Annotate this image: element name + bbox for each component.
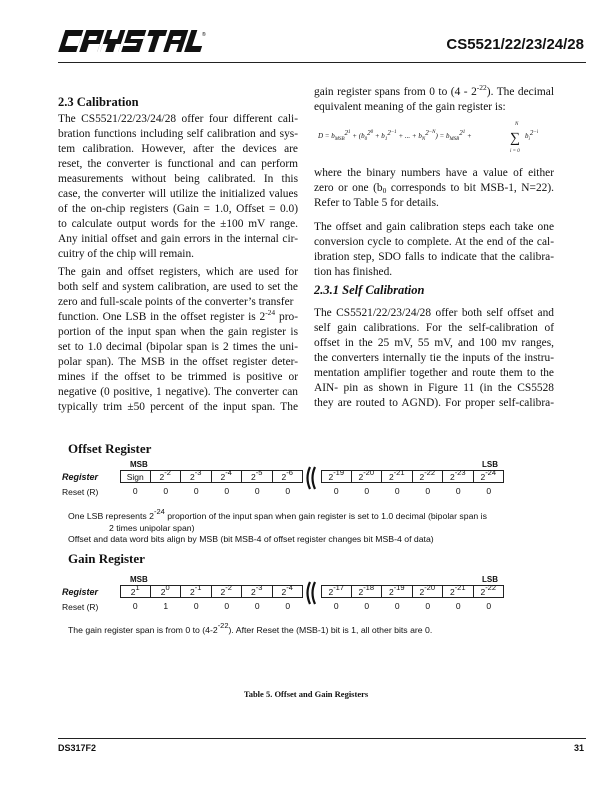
- reset-row-label: Reset (R): [62, 602, 99, 612]
- text-line: self gain calibrations. For the self-calibration of: [314, 322, 554, 334]
- text-line: The gain and offset registers, which are used for: [58, 266, 298, 278]
- text-line: bration functions including self calibration and sys-: [58, 128, 298, 140]
- register-note: One LSB represents $2^{-24}$ proportion of the input span when gain register is set to 1.0 decimal (bipolar span is: [68, 507, 487, 521]
- exponent: -22: [217, 621, 229, 630]
- reset-value: 0: [394, 601, 400, 611]
- offset-register-table: [62, 460, 542, 502]
- reset-value: 0: [333, 486, 339, 496]
- reset-value: 0: [364, 601, 370, 611]
- register-bit-cell: $2^{-22}$: [474, 585, 505, 598]
- svg-text:bi2−i: $b_i2^{-i}$: [525, 129, 539, 142]
- break-symbol-icon: [304, 581, 320, 605]
- register-bit-cell: $2^{-23}$: [443, 470, 474, 483]
- text-line: tion has finished.: [314, 266, 393, 278]
- reset-value: 0: [455, 486, 461, 496]
- exponent: -2: [225, 583, 232, 592]
- reset-row-label: Reset (R): [62, 487, 99, 497]
- text-line: set to 1.0 decimal (bipolar span is 2 times the uni-: [58, 341, 298, 353]
- register-bit-cell: $2^{-20}$: [352, 470, 383, 483]
- text-line: The CS5521/22/23/24/28 offer both self offset and: [314, 307, 554, 319]
- text-line: equivalent meaning of the gain register is:: [314, 101, 506, 113]
- msb-label: MSB: [130, 575, 148, 584]
- register-bit-cell: $2^{-24}$: [474, 470, 505, 483]
- exponent: -20: [363, 468, 375, 477]
- text-line: cuitry of the chip will remain.: [58, 248, 195, 260]
- exponent: -17: [333, 583, 345, 592]
- register-bit-cell: $2^{-3}$: [242, 585, 273, 598]
- exponent: -3: [194, 468, 202, 477]
- reset-value: 0: [285, 486, 291, 496]
- footer-rule: [58, 738, 586, 739]
- register-bit-cell: $2^{-2}$: [151, 470, 182, 483]
- text-line: AIN- pin as shown in Figure 11 (in the CS5528: [314, 382, 554, 394]
- footer-page-number: 31: [573, 743, 584, 753]
- register-bit-cell: $2^{-2}$: [212, 585, 243, 598]
- exponent: -19: [333, 468, 345, 477]
- text-line: zero or one ($b_0$ corresponds to bit MSB-1, N=22).: [314, 182, 554, 195]
- reset-value: 0: [254, 486, 260, 496]
- register-bit-cell: $2^{-17}$: [321, 585, 352, 598]
- text-line: both self and system calibration, are used to set the: [58, 281, 298, 293]
- text-line: mines if the offset to be trimmed is positive or: [58, 371, 298, 383]
- register-bit-cell: $2^{-19}$: [382, 585, 413, 598]
- svg-text:N: N: [515, 122, 519, 127]
- lsb-label: LSB: [482, 575, 498, 584]
- register-bit-cell: $2^{-4}$: [212, 470, 243, 483]
- offset-register-title: Offset Register: [68, 441, 152, 456]
- text-line: where the binary numbers have a value of either: [314, 167, 554, 179]
- exponent: -5: [255, 468, 263, 477]
- register-bit-cell: $2^0$: [151, 585, 182, 598]
- header-rule: [58, 62, 586, 63]
- text-line: measurements without being calibrated. In this: [58, 173, 298, 185]
- crystal-logo: [58, 28, 206, 54]
- exponent: -20: [424, 583, 436, 592]
- exponent: -6: [286, 468, 293, 477]
- reset-value: 0: [254, 601, 260, 611]
- reset-value: 0: [455, 601, 461, 611]
- section-heading: 2.3.1 Self Calibration: [314, 283, 425, 297]
- register-bit-cell: $2^{-18}$: [352, 585, 383, 598]
- exponent: -2: [164, 468, 171, 477]
- svg-text:®: ®: [202, 32, 206, 38]
- register-bit-cell: $2^1$: [120, 585, 151, 598]
- reset-value: 0: [193, 486, 199, 496]
- reset-value: 0: [333, 601, 339, 611]
- register-row-label: Register: [62, 587, 99, 597]
- svg-text:∑: ∑: [510, 131, 520, 146]
- exponent: -22: [424, 468, 436, 477]
- reset-value: 0: [364, 486, 370, 496]
- reset-value: 1: [163, 601, 169, 611]
- msb-label: MSB: [130, 460, 148, 469]
- document-title: CS5521/22/23/24/28: [446, 36, 584, 53]
- reset-value: 0: [193, 601, 199, 611]
- reset-value: 0: [132, 601, 138, 611]
- register-note: 2 times unipolar span): [68, 522, 195, 533]
- lsb-label: LSB: [482, 460, 498, 469]
- text-line: the converters internally tie the inputs of the instru-: [314, 352, 554, 364]
- gain-register-title: Gain Register: [68, 551, 145, 566]
- svg-text:i = 0: i = 0: [510, 149, 520, 154]
- exponent: -3: [255, 583, 263, 592]
- text-line: gain register spans from 0 to $(4 - 2^{-22})$. The decimal: [314, 83, 554, 98]
- exponent: -4: [286, 583, 293, 592]
- exponent: -22: [485, 583, 497, 592]
- register-bit-cell: $2^{-4}$: [273, 585, 304, 598]
- text-line: The offset and gain calibration steps each take one: [314, 221, 554, 233]
- text-line: polar span). The MSB in the offset register deter-: [58, 356, 298, 368]
- table-caption: Table 5. Offset and Gain Registers: [243, 689, 369, 699]
- text-line: offset in the 25 mV, 55 mV, and 100 mv ranges,: [314, 337, 554, 349]
- exponent: -21: [393, 468, 405, 477]
- exponent: -21: [454, 583, 466, 592]
- exponent: -4: [225, 468, 232, 477]
- register-bit-cell: $2^{-21}$: [443, 585, 474, 598]
- exponent: 0: [165, 583, 170, 592]
- register-bit-cell: $2^{-21}$: [382, 470, 413, 483]
- register-bit-cell: $2^{-1}$: [181, 585, 212, 598]
- text-line: portion of the input span when the gain register is: [58, 326, 298, 338]
- reset-value: 0: [224, 486, 230, 496]
- exponent: -18: [363, 583, 375, 592]
- register-note: Offset and data word bits align by MSB (bit MSB-4 of offset register changes bit MSB-4 of data): [68, 534, 434, 544]
- reset-value: 0: [394, 486, 400, 496]
- text-line: reset, the converter is functional and can perform: [58, 158, 298, 170]
- text-line: conversion cycle to complete. At the end of the cal-: [314, 236, 554, 248]
- section-heading: 2.3 Calibration: [58, 95, 139, 109]
- register-bit-cell: $2^{-6}$: [273, 470, 304, 483]
- reset-value: 0: [285, 601, 291, 611]
- register-note: The gain register span is from 0 to $(4-2^{-22})$. After Reset the (MSB-1) bit is 1, all other bits are 0.: [68, 621, 433, 635]
- exponent: 0: [382, 186, 387, 195]
- reset-value: 0: [224, 601, 230, 611]
- reset-value: 0: [163, 486, 169, 496]
- reset-value: 0: [486, 486, 492, 496]
- exponent: -24: [265, 308, 276, 317]
- exponent: -23: [454, 468, 466, 477]
- text-line: negative (0 positive, 1 negative). The converter can: [58, 386, 298, 398]
- exponent: -19: [393, 583, 405, 592]
- text-line: they are routed to AGND). For proper self-calibra-: [314, 397, 554, 409]
- text-line: Refer to Table 5 for details.: [314, 197, 439, 209]
- text-line: of the on-chip registers (Gain = 1.0, Offset = 0.0): [58, 203, 298, 215]
- reset-value: 0: [132, 486, 138, 496]
- register-bit-cell: $2^{-3}$: [181, 470, 212, 483]
- svg-text:D = bMSB21 + (b020 + b12−1 + .: $D = b_{MSB}2^1 + (b_02^0 + b_12^{-1}$ + ... + $b_N2^{-N}) = b_{MSB}2^1$ +: [318, 129, 472, 142]
- register-bit-cell: $2^{-5}$: [242, 470, 273, 483]
- text-line: tem calibration. However, after the devices are: [58, 143, 298, 155]
- gain-formula: [318, 118, 558, 158]
- text-line: ibration step, SDO falls to indicate that the calibra-: [314, 251, 554, 263]
- reset-value: 0: [425, 601, 431, 611]
- exponent: -24: [485, 468, 497, 477]
- exponent: -1: [194, 583, 202, 592]
- text-line: function. One LSB in the offset register is $2^{-24}$ pro-: [58, 308, 298, 323]
- exponent: -22: [476, 83, 487, 92]
- text-line: Any initial offset and gain errors in the internal cir-: [58, 233, 298, 245]
- text-line: case, the converter will utilize the initialized values: [58, 188, 298, 200]
- text-line: typically trim ±50 percent of the input span. The: [58, 401, 298, 413]
- exponent: 1: [135, 583, 140, 592]
- gain-register-table: [62, 575, 542, 617]
- text-line: The CS5521/22/23/24/28 offer four different cali-: [58, 113, 298, 125]
- text-line: zero and full-scale points of the converter’s transfer: [58, 296, 294, 308]
- register-bit-cell: $2^{-19}$: [321, 470, 352, 483]
- text-line: mentation amplifier together and route them to the: [314, 367, 554, 379]
- footer-doc-id: DS317F2: [58, 743, 97, 753]
- register-bit-cell: $2^{-22}$: [413, 470, 444, 483]
- break-symbol-icon: [304, 466, 320, 490]
- reset-value: 0: [425, 486, 431, 496]
- text-line: to calculate output words for the ±100 mV range.: [58, 218, 298, 230]
- reset-value: 0: [486, 601, 492, 611]
- register-bit-cell: $2^{-20}$: [413, 585, 444, 598]
- register-row-label: Register: [62, 472, 99, 482]
- exponent: -24: [153, 507, 165, 516]
- register-bit-cell: Sign: [120, 470, 151, 483]
